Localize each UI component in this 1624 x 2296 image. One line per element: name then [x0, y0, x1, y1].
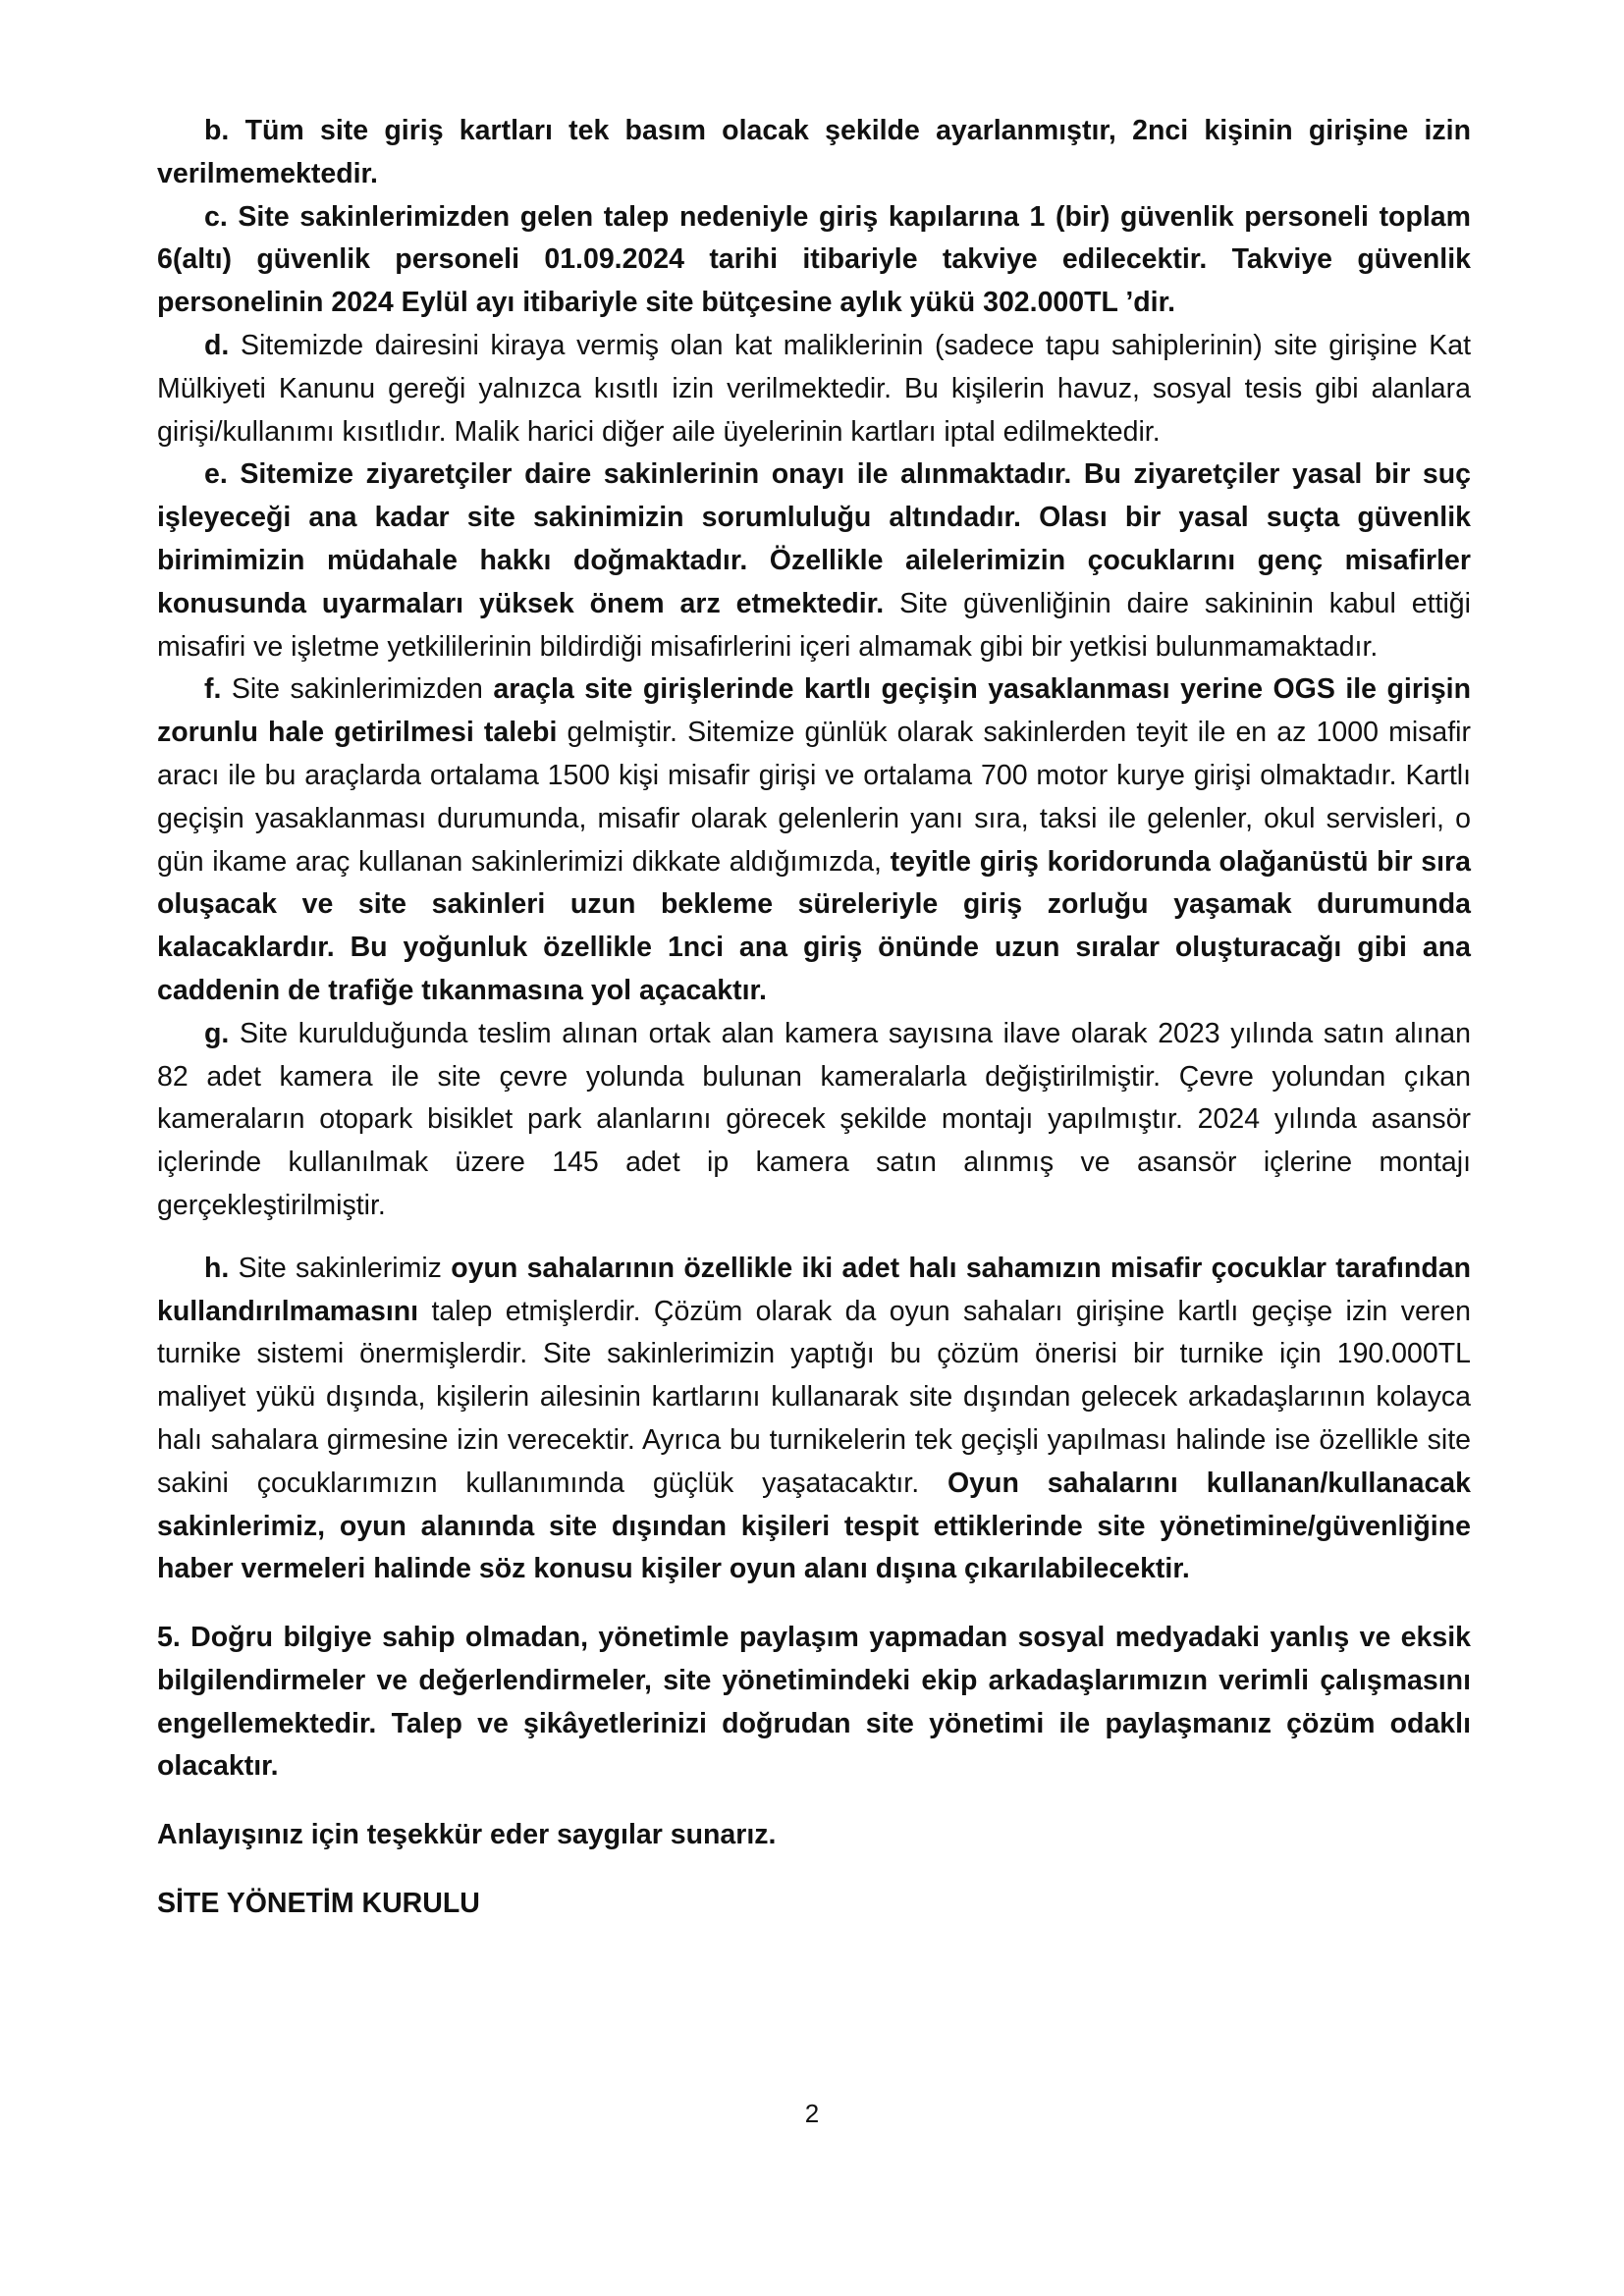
- signature-text: SİTE YÖNETİM KURULU: [157, 1888, 480, 1920]
- item-h-bold-1: oyun sahalarının özellikle iki adet halı sahamızın misafir çocuklar tarafından kullandırılmamasını: [157, 1252, 1471, 1327]
- item-g-text: Site kurulduğunda teslim alınan ortak alan kamera sayısına ilave olarak 2023 yılında satın alınan 82 adet kamera ile site çevre yolunda bulunan kameralarla değiştirilmiştir. Çevre yolundan çıkan kameraların otopark bisiklet park alanlarını görecek şekilde montajı yapılmıştır. 2024 yılında asansör içlerinde kullanılmak üzere 145 adet ip kamera satın alınmış ve asansör içlerine montajı gerçekleştirilmiştir.: [157, 1017, 1471, 1221]
- item-f-bold-1: araçla site girişlerinde kartlı geçişin yasaklanması yerine OGS ile girişin zorunlu hale getirilmesi talebi: [157, 673, 1472, 749]
- item-f-bold-2: teyitle giriş koridorunda olağanüstü bir sıra oluşacak ve site sakinleri uzun bekleme süreleriyle giriş zorluğu yaşamak durumunda kalacaklardır. Bu yoğunluk özellikle 1nci ana giriş önünde uzun sıralar oluşturacağı gibi ana caddenin de trafiğe tıkanmasına yol açacaktır.: [157, 845, 1471, 1006]
- item-d-text: Sitemizde dairesini kiraya vermiş olan kat maliklerinin (sadece tapu sahiplerinin) site girişine Kat Mülkiyeti Kanunu gereği yalnızca kısıtlı izin verilmektedir. Bu kişilerin havuz, sosyal tesis gibi alanlara girişi/kullanımı kısıtlıdır. Malik harici diğer aile üyelerinin kartları iptal edilmektedir.: [157, 329, 1471, 448]
- item-marker-c: c.: [204, 200, 228, 233]
- section-5-paragraph: [157, 1617, 1471, 1789]
- paragraph-item-g: [157, 1013, 1471, 1228]
- paragraph-item-d: [157, 325, 1471, 454]
- item-marker-d: d.: [204, 329, 230, 361]
- item-e-bold-text: Sitemize ziyaretçiler daire sakinlerinin onayı ile alınmaktadır. Bu ziyaretçiler yasal bir suç işleyeceği ana kadar site sakinimizin sorumluluğu altındadır. Olası bir yasal suçta güvenlik birimimizin müdahale hakkı doğmaktadır. Özellikle ailelerimizin çocuklarını genç misafirler konusunda uyarmaları yüksek önem arz etmektedir.: [157, 458, 1471, 619]
- paragraph-item-c: [157, 196, 1471, 325]
- item-b-bold-text: Tüm site giriş kartları tek basım olacak şekilde ayarlanmıştır, 2nci kişinin girişine izin verilmemektedir.: [157, 115, 1472, 189]
- item-f-text-2: gelmiştir. Sitemize günlük olarak sakinlerden teyit ile en az 1000 misafir aracı ile bu araçlarda ortalama 1500 kişi misafir girişi ve ortalama 700 motor kurye girişi olmaktadır. Kartlı geçişin yasaklanması durumunda, misafir olarak gelenlerin yanı sıra, taksi ile gelenler, okul servisleri, o gün ikame araç kullanan sakinlerimizi dikkate aldığımızda,: [157, 717, 1472, 878]
- signature-line: [157, 1883, 1471, 1926]
- item-h-text-2: talep etmişlerdir. Çözüm olarak da oyun sahaları girişine kartlı geçişe izin veren turnike sistemi önermişlerdir. Site sakinlerimizin yaptığı bu çözüm önerisi bir turnike için 190.000TL maliyet yükü dışında, kişilerin ailesinin kartlarını kullanarak site dışından gelecek arkadaşlarının kolayca halı sahalara girmesine izin verecektir. Ayrıca bu turnikelerin tek geçişli yapılması halinde ise özellikle site sakini çocuklarımızın kullanımında güçlük yaşatacaktır.: [157, 1295, 1471, 1499]
- closing-line: [157, 1814, 1471, 1857]
- page-number: 2: [804, 2099, 820, 2128]
- item-h-text-1: Site sakinlerimiz: [229, 1252, 452, 1284]
- paragraph-item-b: [157, 110, 1471, 196]
- item-c-bold-text: Site sakinlerimizden gelen talep nedeniyle giriş kapılarına 1 (bir) güvenlik personeli toplam 6(altı) güvenlik personeli 01.09.2024 tarihi itibariyle takviye edilecektir. Takviye güvenlik personelinin 2024 Eylül ayı itibariyle site bütçesine aylık yükü 302.000TL ’dir.: [157, 200, 1471, 319]
- item-marker-h: h.: [204, 1252, 230, 1284]
- item-marker-b: b.: [204, 115, 230, 146]
- paragraph-item-e: [157, 454, 1471, 668]
- document-page: [157, 110, 1471, 1926]
- item-f-text-1: Site sakinlerimizden: [231, 673, 494, 706]
- item-marker-f: f.: [204, 673, 222, 706]
- paragraph-item-f: [157, 668, 1471, 1012]
- item-marker-e: e.: [204, 458, 228, 491]
- item-h-bold-2: Oyun sahalarını kullanan/kullanacak sakinlerimiz, oyun alanında site dışından kişileri tespit ettiklerinde site yönetimine/güvenliğine haber vermeleri halinde söz konusu kişiler oyun alanı dışına çıkarılabilecektir.: [157, 1467, 1471, 1585]
- paragraph-item-h: [157, 1248, 1471, 1591]
- closing-text: Anlayışınız için teşekkür eder saygılar sunarız.: [157, 1819, 777, 1851]
- item-marker-g: g.: [204, 1017, 230, 1049]
- section-5-text: 5. Doğru bilgiye sahip olmadan, yönetimle paylaşım yapmadan sosyal medyadaki yanlış ve eksik bilgilendirmeler ve değerlendirmeler, site yönetimindeki ekip arkadaşlarımızın verimli çalışmasını engellemektedir. Talep ve şikâyetlerinizi doğrudan site yönetimi ile paylaşmanız çözüm odaklı olacaktır.: [157, 1622, 1471, 1783]
- item-e-text: Site güvenliğinin daire sakininin kabul ettiği misafiri ve işletme yetkililerinin bildirdiği misafirlerini içeri almamak gibi bir yetkisi bulunmamaktadır.: [157, 587, 1471, 663]
